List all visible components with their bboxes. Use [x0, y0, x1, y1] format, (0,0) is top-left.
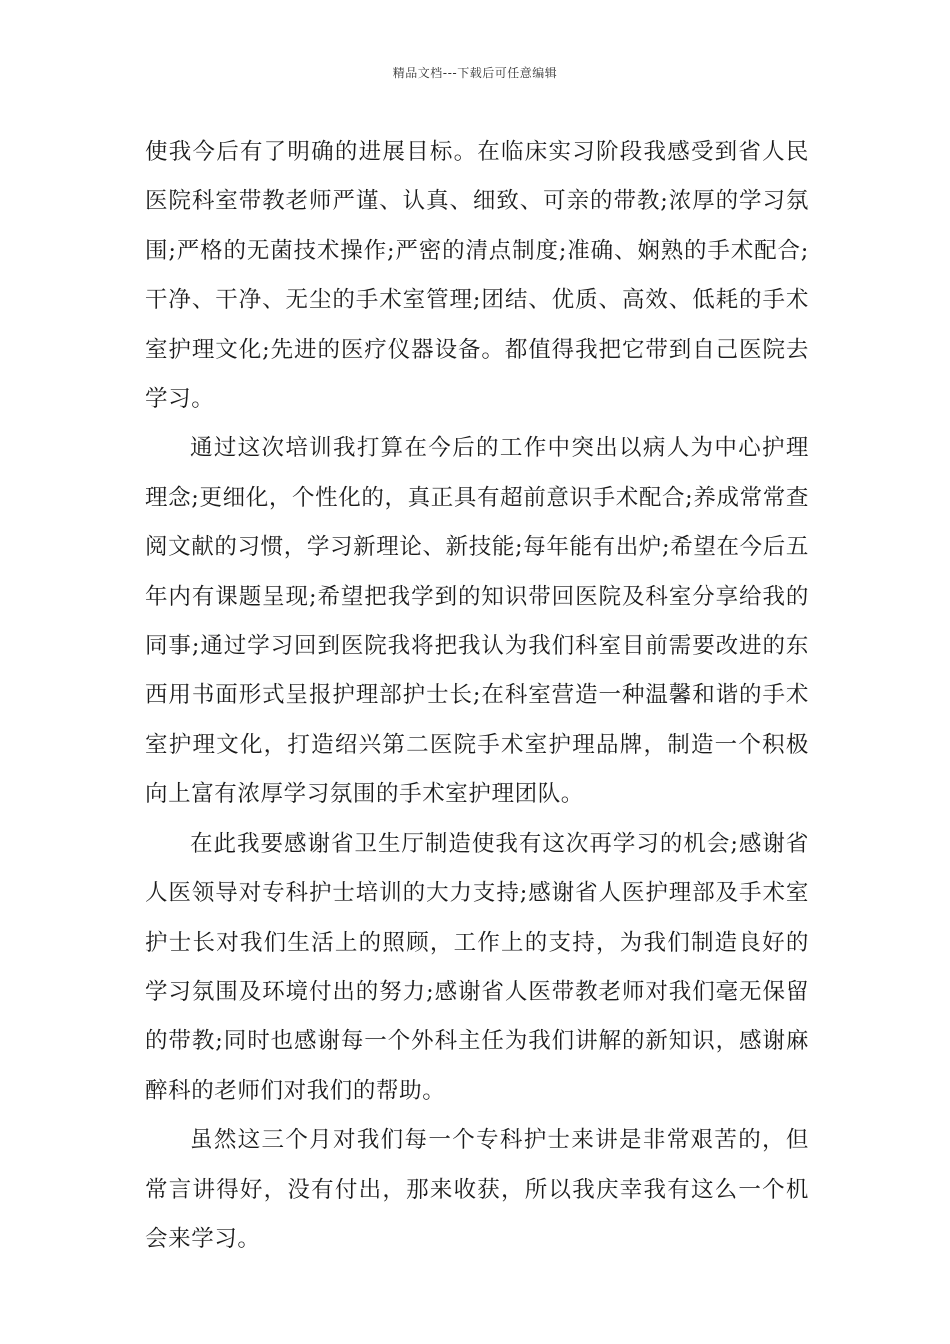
paragraph-2: 通过这次培训我打算在今后的工作中突出以病人为中心护理理念;更细化，个性化的，真正具有超前意识手术配合;养成常常查阅文献的习惯，学习新理论、新技能;每年能有出炉;希望在今后五年内有课题呈现;希望把我学到的知识带回医院及科室分享给我的同事;通过学习回到医院我将把我认为我们科室目前需要改进的东西用书面形式呈报护理部护士长;在科室营造一种温馨和谐的手术室护理文化，打造绍兴第二医院手术室护理品牌，制造一个积极向上富有浓厚学习氛围的手术室护理团队。 [145, 435, 809, 808]
page-header: 精品文档---下载后可任意编辑 [392, 66, 558, 80]
paragraph-4: 虽然这三个月对我们每一个专科护士来讲是非常艰苦的，但常言讲得好，没有付出，那来收获，所以我庆幸我有这么一个机会来学习。 [145, 1127, 809, 1252]
paragraph-1: 使我今后有了明确的进展目标。在临床实习阶段我感受到省人民医院科室带教老师严谨、认真、细致、可亲的带教;浓厚的学习氛围;严格的无菌技术操作;严密的清点制度;准确、娴熟的手术配合;干净、干净、无尘的手术室管理;团结、优质、高效、低耗的手术室护理文化;先进的医疗仪器设备。都值得我把它带到自己医院去学习。 [145, 139, 809, 413]
paragraph-3: 在此我要感谢省卫生厅制造使我有这次再学习的机会;感谢省人医领导对专科护士培训的大力支持;感谢省人医护理部及手术室护士长对我们生活上的照顾，工作上的支持，为我们制造良好的学习氛围及环境付出的努力;感谢省人医带教老师对我们毫无保留的带教;同时也感谢每一个外科主任为我们讲解的新知识，感谢麻醉科的老师们对我们的帮助。 [145, 830, 809, 1104]
document-body [145, 128, 809, 1264]
